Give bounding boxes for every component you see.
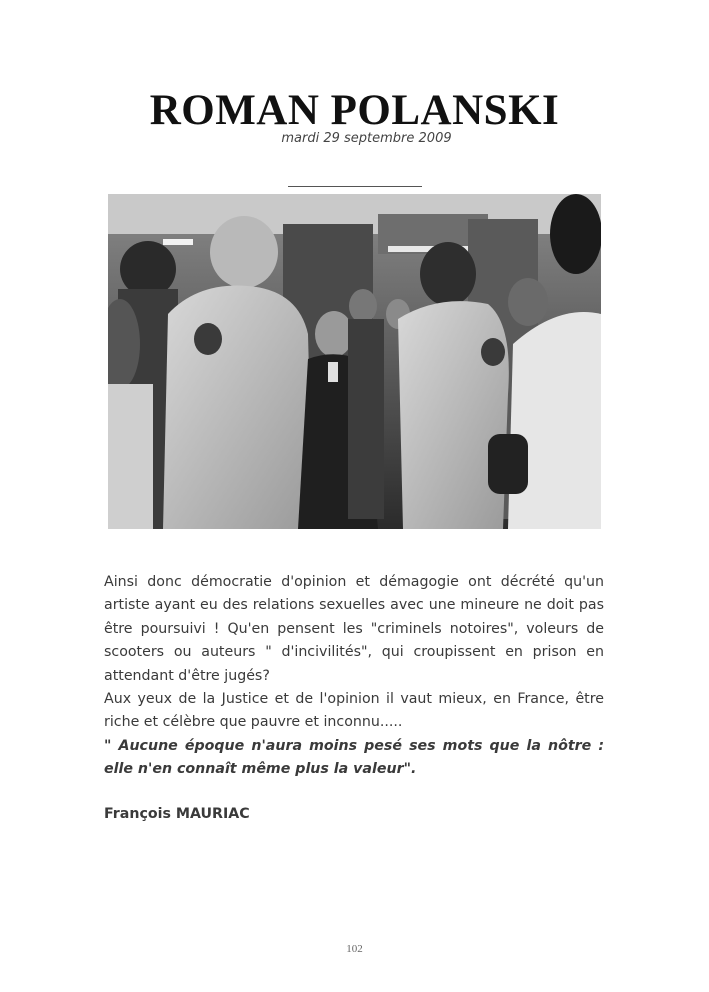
quote: " Aucune époque n'aura moins pesé ses mots que la nôtre : elle n'en connaît même plus la valeur". [104, 737, 604, 778]
quote-author: François MAURIAC [104, 806, 250, 822]
page-title: ROMAN POLANSKI [149, 87, 560, 134]
article-photo [108, 194, 601, 529]
title-divider [288, 186, 422, 187]
article-date [0, 131, 709, 146]
article-date-text: mardi 29 septembre 2009 [281, 131, 452, 146]
page-number: 102 [346, 943, 363, 955]
article-body [104, 571, 604, 782]
body-paragraph-2: Aux yeux de la Justice et de l'opinion il vaut mieux, en France, être riche et célèbre que pauvre et inconnu..... [104, 691, 604, 731]
body-paragraph-1: Ainsi donc démocratie d'opinion et démagogie ont décrété qu'un artiste ayant eu des relations sexuelles avec une mineure ne doit pas être poursuivi ! Qu'en pensent les "criminels notoires", voleurs de scooters ou auteurs " d'incivilités", qui croupissent en prison en attendant d'être jugés? [104, 574, 604, 684]
photo-illustration [108, 194, 601, 529]
